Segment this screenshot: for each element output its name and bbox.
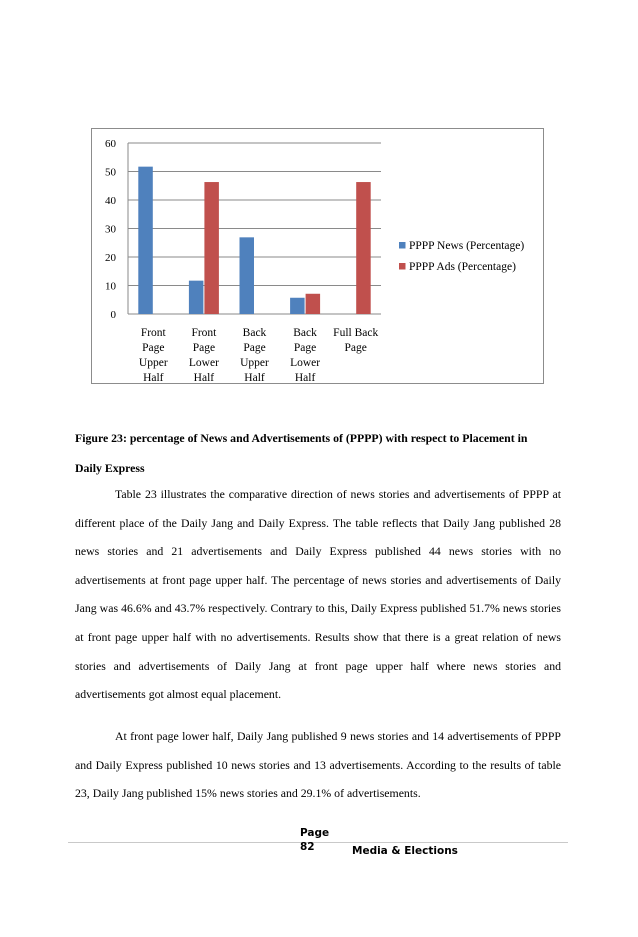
legend-label: PPPP News (Percentage) <box>409 240 525 252</box>
footer-title: Media & Elections <box>352 845 458 857</box>
x-tick-label: Lower <box>290 357 321 369</box>
bar-news <box>189 281 204 314</box>
x-tick-label: Half <box>143 372 164 384</box>
x-tick-label: Half <box>294 372 316 384</box>
x-tick-label: Half <box>244 372 265 384</box>
body-paragraph-1: Table 23 illustrates the comparative direction of news stories and advertisements of PPPP at different place of the Daily Jang and Daily Express. The table reflects that Daily Jang published 28 news stories and 21 advertisements and Daily Express published 44 news stories with no advertisements at front page upper half. The percentage of news stories and advertisements of Daily Jang was 46.6% and 43.7% respectively. Contrary to this, Daily Express published 51.7% news stories at front page upper half with no advertisements. Results show that there is a great relation of news stories and advertisements of Daily Jang at front page upper half where news stories and advertisements got almost equal placement. <box>75 487 561 702</box>
x-tick-label: Front <box>191 327 217 339</box>
x-tick-label: Page <box>344 342 367 354</box>
body-paragraph-2: At front page lower half, Daily Jang published 9 news stories and 14 advertisements of PPPP and Daily Express published 10 news stories and 13 advertisements. According to the results of table 23, Daily Jang published 15% news stories and 29.1% of advertisements. <box>75 729 561 801</box>
y-tick-label: 10 <box>105 280 116 293</box>
legend-label: PPPP Ads (Percentage) <box>409 261 516 273</box>
bar-ads <box>356 182 371 314</box>
bar-ads <box>306 294 321 314</box>
y-tick-label: 40 <box>105 195 116 207</box>
y-tick-label: 0 <box>110 309 116 321</box>
bar-chart <box>0 0 638 400</box>
page-label <box>300 826 329 854</box>
x-tick-label: Upper <box>240 357 269 369</box>
bar-news <box>240 237 255 314</box>
x-tick-label: Back <box>293 327 317 339</box>
x-tick-label: Page <box>243 342 266 354</box>
y-tick-label: 30 <box>105 223 116 236</box>
legend-swatch <box>399 242 406 249</box>
figure-caption <box>75 423 565 483</box>
figure-caption-line-1: Figure 23: percentage of News and Advertisements of (PPPP) with respect to Placement in <box>75 431 528 445</box>
bar-ads <box>204 182 219 314</box>
x-tick-label: Half <box>193 372 215 384</box>
page-word: Page <box>300 827 330 839</box>
x-tick-label: Page <box>192 342 216 354</box>
y-tick-label: 60 <box>105 138 116 150</box>
x-tick-label: Full Back <box>333 327 379 339</box>
figure-caption-line-2: Daily Express <box>75 461 145 475</box>
x-tick-label: Page <box>142 342 165 354</box>
x-tick-label: Upper <box>138 357 168 369</box>
x-tick-label: Page <box>293 342 317 354</box>
y-tick-label: 50 <box>105 166 116 179</box>
bar-news <box>290 298 305 314</box>
page-number: 82 <box>300 841 315 853</box>
y-tick-label: 20 <box>105 252 116 264</box>
bar-news <box>138 167 153 314</box>
x-tick-label: Back <box>242 327 267 339</box>
x-tick-label: Lower <box>188 357 219 369</box>
x-tick-label: Front <box>140 327 166 339</box>
legend-swatch <box>399 263 406 270</box>
